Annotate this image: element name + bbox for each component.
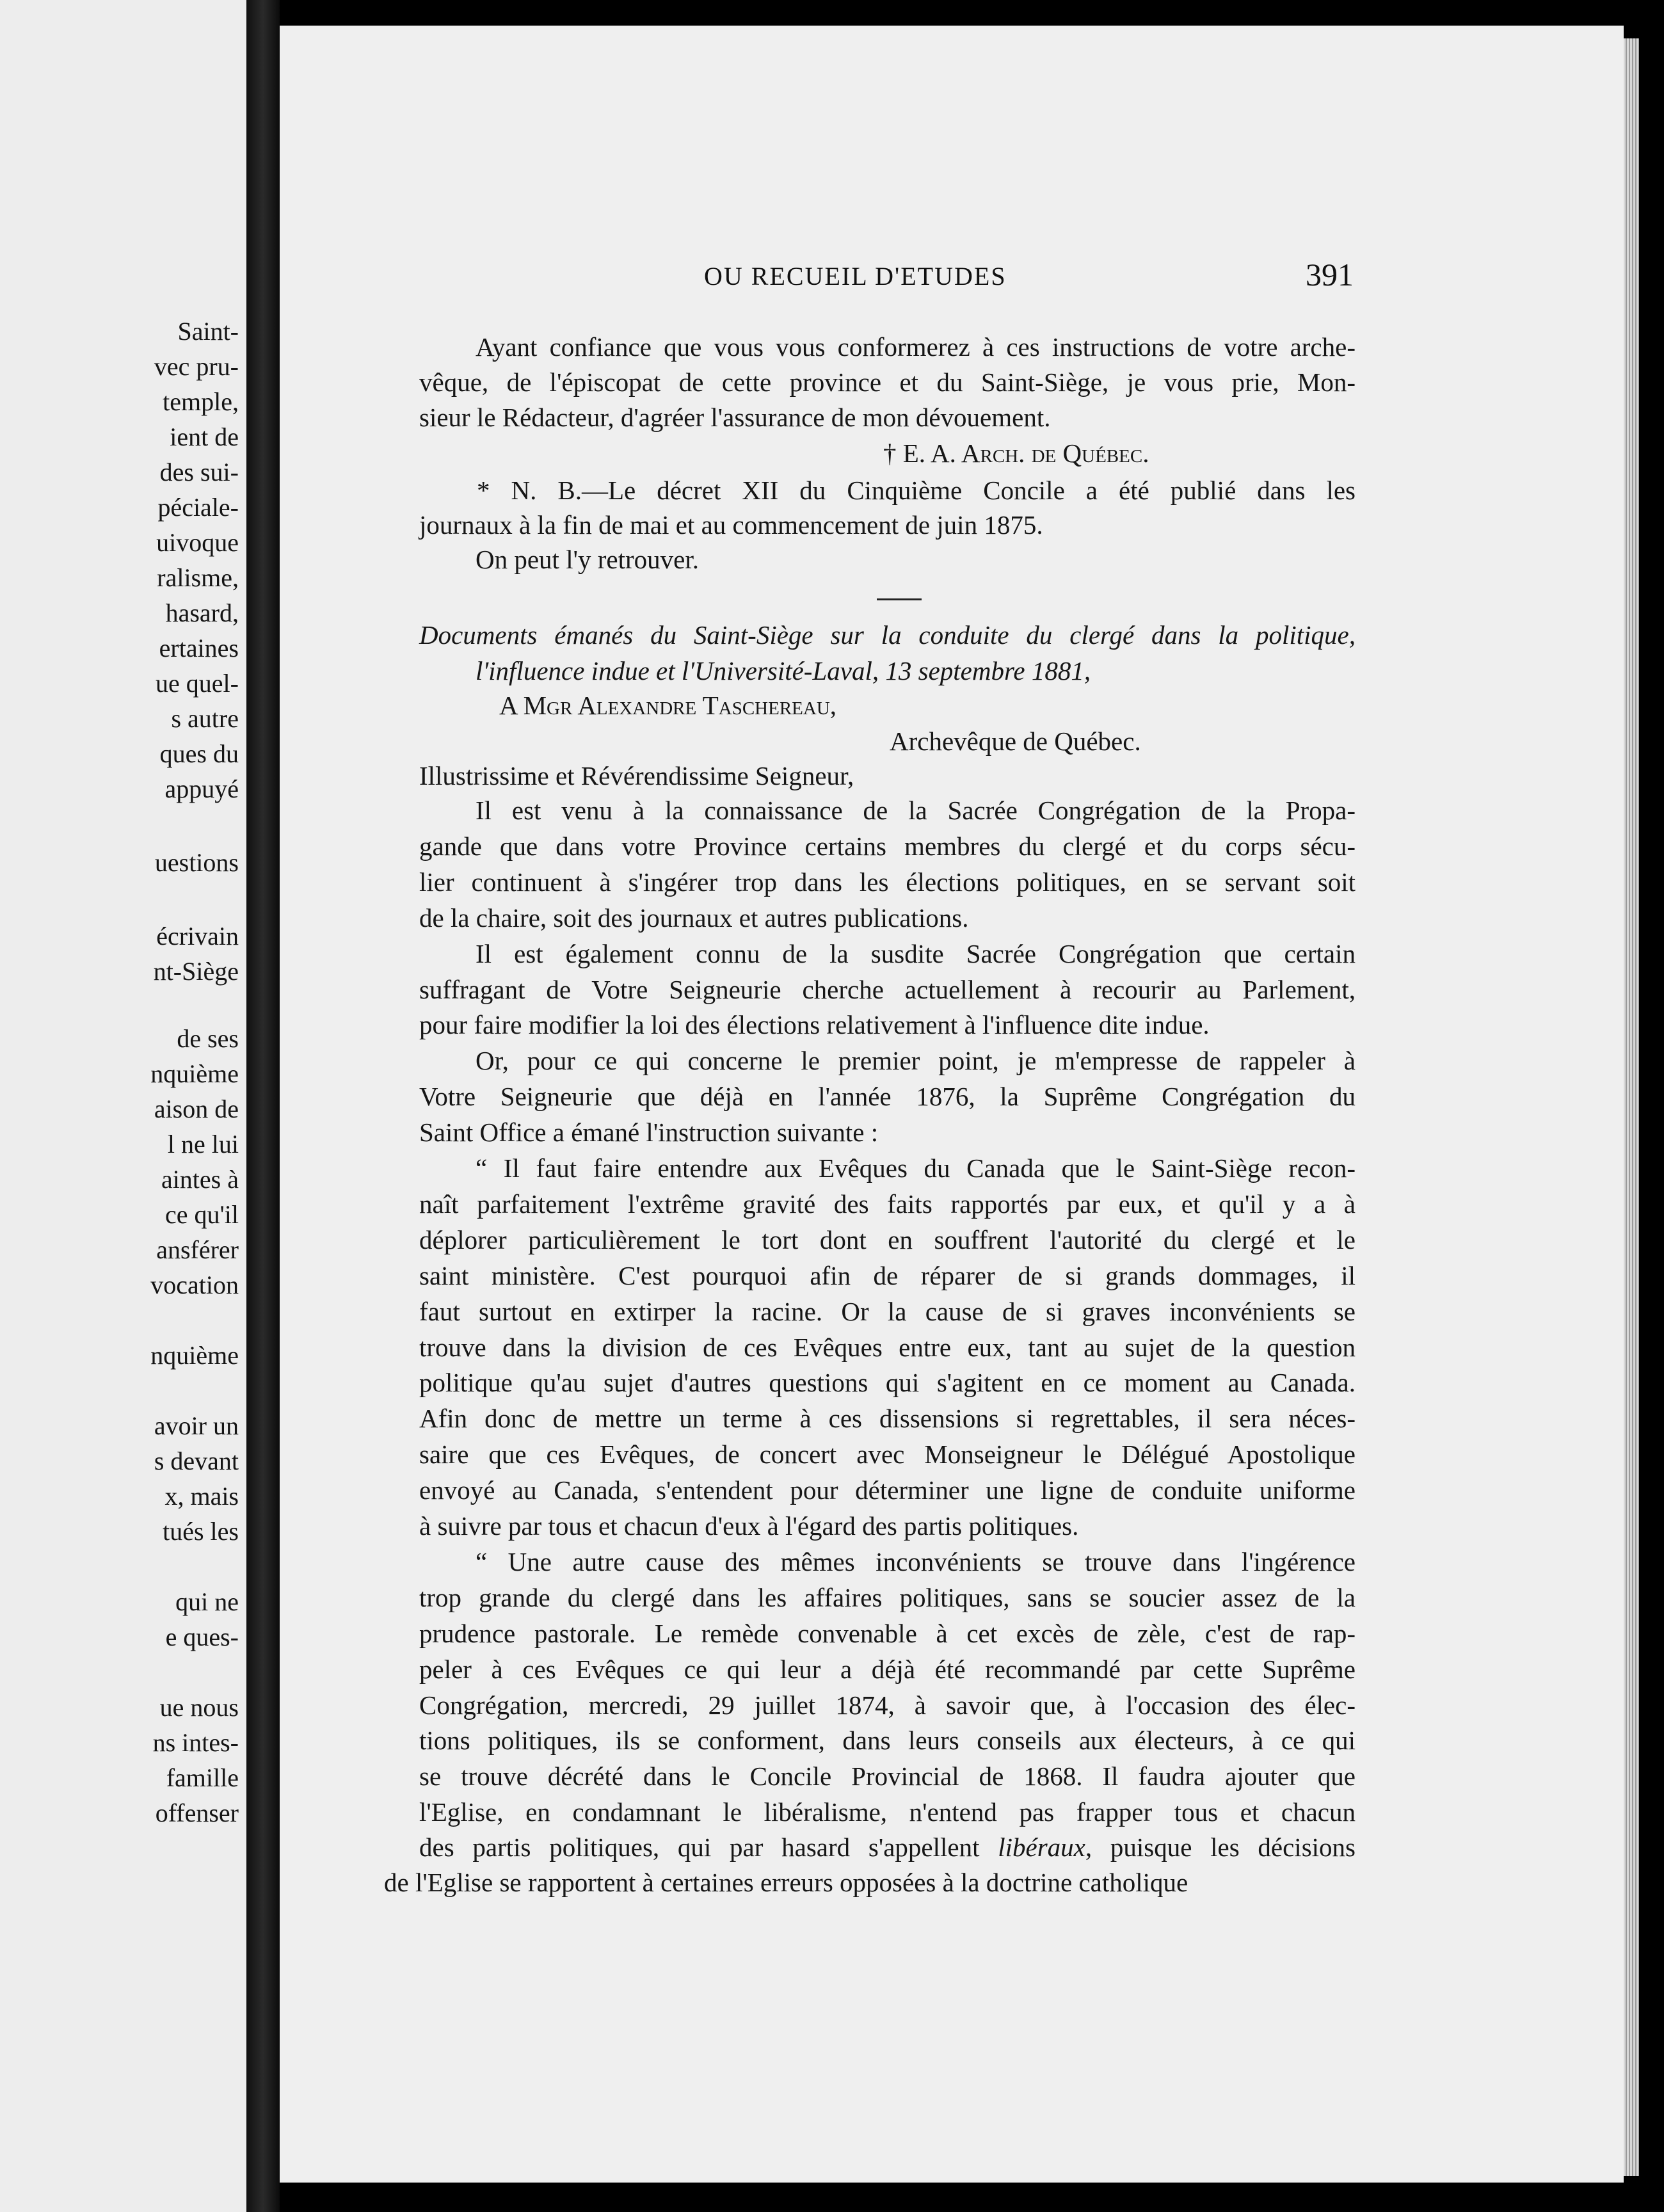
body-line: se trouve décrété dans le Concile Provincial de 1868. Il faudra ajouter que	[419, 1761, 1356, 1791]
left-page-fragment: Saint-	[177, 317, 239, 346]
body-line: naît parfaitement l'extrême gravité des faits rapportés par eux, et qu'il y a à	[419, 1189, 1356, 1219]
left-page	[0, 0, 246, 2212]
running-title: OU RECUEIL D'ETUDES	[704, 262, 1007, 291]
document-date: 13 septembre 1881,	[885, 656, 1091, 685]
left-page-fragment: tués les	[163, 1517, 239, 1546]
body-line: saire que ces Evêques, de concert avec Monseigneur le Délégué Apostolique	[419, 1439, 1356, 1470]
salutation: Illustrissime et Révérendissime Seigneur,	[419, 761, 854, 790]
body-line: gande que dans votre Province certains membres du clergé et du corps sécu-	[419, 831, 1356, 861]
left-page-fragment: qui ne	[175, 1587, 239, 1616]
left-page-fragment: avoir un	[154, 1411, 239, 1440]
signature: † E. A. Arch. de Québec.	[883, 438, 1149, 468]
left-page-fragment: famille	[166, 1763, 239, 1792]
addressee-title: Archevêque de Québec.	[890, 726, 1141, 756]
body-line: Afin donc de mettre un terme à ces dissensions si regrettables, il sera néces-	[419, 1404, 1356, 1434]
body-line: lier continuent à s'ingérer trop dans les élections politiques, en se servant soit	[419, 867, 1356, 897]
left-page-fragment: e ques-	[165, 1623, 239, 1651]
body-line: faut surtout en extirper la racine. Or la cause de si graves inconvénients se	[419, 1296, 1356, 1326]
body-line: pour faire modifier la loi des élections relativement à l'influence dite indue.	[419, 1010, 1210, 1040]
body-line: Votre Seigneurie que déjà en l'année 1876, la Suprême Congrégation du	[419, 1082, 1356, 1112]
page-number: 391	[1306, 257, 1354, 293]
left-page-fragment: ient de	[170, 422, 239, 451]
body-line: l'Eglise, en condamnant le libéralisme, n'entend pas frapper tous et chacun	[419, 1797, 1356, 1827]
body-line: Or, pour ce qui concerne le premier point, je m'empresse de rappeler à	[476, 1046, 1356, 1076]
note-line: On peut l'y retrouver.	[476, 545, 699, 574]
left-page-fragment: s devant	[154, 1447, 239, 1475]
body-line: saint ministère. C'est pourquoi afin de réparer de si grands dommages, il	[419, 1260, 1356, 1290]
left-page-fragment: ue quel-	[156, 669, 239, 698]
body-line: à suivre par tous et chacun d'eux à l'égard des partis politiques.	[419, 1511, 1079, 1541]
left-page-fragment: nt-Siège	[153, 957, 239, 986]
left-page-fragment: x, mais	[164, 1482, 239, 1511]
body-line: peler à ces Evêques ce qui leur a déjà été recommandé par cette Suprême	[419, 1654, 1356, 1684]
document-title	[476, 653, 1091, 689]
body-line: vêque, de l'épiscopat de cette province et du Saint-Siège, je vous prie, Mon-	[419, 367, 1356, 397]
body-line: sieur le Rédacteur, d'agréer l'assurance de mon dévouement.	[419, 403, 1051, 432]
body-line: Il est également connu de la susdite Sacrée Congrégation que certain	[476, 938, 1356, 968]
left-page-fragment: ralisme,	[157, 563, 239, 592]
note-line: * N. B.—Le décret XII du Cinquième Concile a été publié dans les	[477, 476, 1356, 505]
body-line: de l'Eglise se rapportent à certaines erreurs opposées à la doctrine catholique	[384, 1868, 1188, 1897]
left-page-fragment: temple,	[163, 387, 239, 416]
addressee: A Mgr Alexandre Taschereau,	[499, 691, 837, 720]
body-line: envoyé au Canada, s'entendent pour déterminer une ligne de conduite uniforme	[419, 1475, 1356, 1505]
emphasis-word: libéraux	[998, 1832, 1085, 1862]
body-line: déplorer particulièrement le tort dont en souffrent l'autorité du clergé et le	[419, 1224, 1356, 1254]
body-line: “ Il faut faire entendre aux Evêques du Canada que le Saint-Siège recon-	[476, 1153, 1356, 1183]
left-page-fragment: ns intes-	[152, 1728, 239, 1757]
document-title-part: l'influence indue et l'Université-Laval,	[476, 656, 879, 685]
page-edge	[1624, 38, 1639, 2176]
body-line: trouve dans la division de ces Evêques entre eux, tant au sujet de la question	[419, 1332, 1356, 1362]
left-page-fragment: l ne lui	[167, 1130, 239, 1158]
note-line: journaux à la fin de mai et au commencement de juin 1875.	[419, 510, 1043, 540]
body-line-part: des partis politiques, qui par hasard s'appellent	[419, 1832, 998, 1862]
document-title: Documents émanés du Saint-Siège sur la conduite du clergé dans la politique,	[419, 620, 1356, 650]
left-page-fragment: ansférer	[156, 1235, 239, 1264]
left-page-fragment: nquième	[150, 1059, 239, 1088]
body-line: trop grande du clergé dans les affaires politiques, sans se soucier assez de la	[419, 1582, 1356, 1612]
body-line: Saint Office a émané l'instruction suivante :	[419, 1118, 879, 1148]
body-line: Il est venu à la connaissance de la Sacrée Congrégation de la Propa-	[476, 796, 1356, 825]
left-page-fragment: nquième	[150, 1341, 239, 1370]
body-line: prudence pastorale. Le remède convenable à cet excès de zèle, c'est de rap-	[419, 1618, 1356, 1648]
body-line: suffragant de Votre Seigneurie cherche actuellement à recourir au Parlement,	[419, 974, 1356, 1004]
left-page-fragment: uestions	[154, 848, 239, 877]
left-page-fragment: aintes à	[161, 1165, 239, 1194]
left-page-fragment: ue nous	[159, 1693, 239, 1722]
left-page-fragment: de ses	[177, 1024, 239, 1053]
left-page-fragment: vec pru-	[154, 352, 239, 381]
left-page-fragment: ertaines	[159, 634, 239, 662]
body-line: Congrégation, mercredi, 29 juillet 1874, à savoir que, à l'occasion des élec-	[419, 1690, 1356, 1720]
left-page-fragment: vocation	[150, 1270, 239, 1299]
left-page-fragment: ques du	[159, 739, 239, 768]
left-page-fragment: appuyé	[164, 774, 239, 803]
left-page-fragment: ce qu'il	[165, 1200, 239, 1229]
left-page-fragment: offenser	[155, 1799, 239, 1827]
left-page-fragment: écrivain	[156, 922, 239, 950]
left-page-fragment: des sui-	[159, 458, 239, 486]
left-page-fragment: péciale-	[157, 493, 239, 522]
body-line: politique qu'au sujet d'autres questions qui s'agitent en ce moment au Canada.	[419, 1368, 1356, 1398]
book-gutter	[246, 0, 280, 2212]
section-rule	[877, 598, 922, 600]
body-line-part: , puisque les décisions	[1085, 1832, 1356, 1862]
left-page-fragment: uivoque	[156, 528, 239, 557]
body-line: “ Une autre cause des mêmes inconvénients se trouve dans l'ingérence	[476, 1546, 1356, 1576]
left-page-fragment: hasard,	[165, 598, 239, 627]
body-line: Ayant confiance que vous vous conformerez à ces instructions de votre arche-	[476, 332, 1356, 362]
body-line: tions politiques, ils se conforment, dans leurs conseils aux électeurs, à ce qui	[419, 1726, 1356, 1756]
left-page-fragment: s autre	[171, 704, 239, 733]
body-line: de la chaire, soit des journaux et autres publications.	[419, 902, 969, 933]
body-line	[419, 1829, 1356, 1865]
left-page-fragment: aison de	[154, 1094, 239, 1123]
